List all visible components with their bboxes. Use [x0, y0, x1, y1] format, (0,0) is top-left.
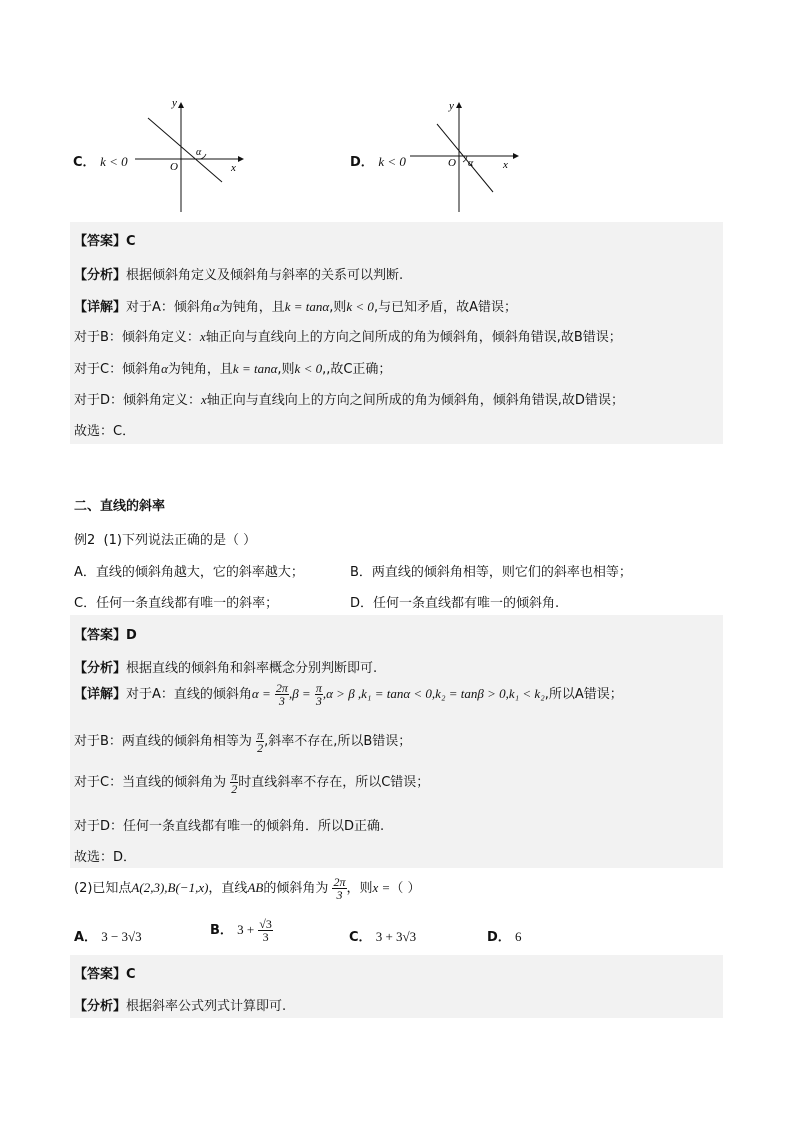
option-c: C．任何一条直线都有唯一的斜率；	[74, 596, 279, 611]
fraction-2pi-3: $\frac{2\pi}{3}$	[275, 681, 288, 708]
option-c-condition: k < 0	[100, 154, 128, 169]
q2-option-a: A． 3 − 3√3	[74, 929, 142, 945]
block2-choice: 故选：D．	[74, 850, 137, 865]
block1-detail-b: 对于B：倾斜角定义：x轴正向与直线向上的方向之间所成的角为倾斜角，倾斜角错误,故B错误；	[74, 329, 622, 345]
block1-detail-d: 对于D：倾斜角定义：x轴正向与直线向上的方向之间所成的角为倾斜角，倾斜角错误,故D错误；	[74, 392, 624, 408]
block1-answer: 【答案】C	[74, 234, 136, 249]
block2-answer: 【答案】D	[74, 628, 137, 643]
fraction-2pi-3: $\frac{2\pi}{3}$	[333, 875, 346, 902]
block2-detail-d: 对于D：任何一条直线都有唯一的倾斜角．所以D正确.	[74, 819, 385, 834]
x-axis-label: x	[503, 159, 508, 171]
block2-analysis: 【分析】根据直线的倾斜角和斜率概念分别判断即可.	[74, 661, 378, 676]
block1-detail-a: 【详解】对于A：倾斜角α为钝角，且k = tanα,则k < 0,与已知矛盾，故A错误；	[74, 299, 517, 315]
option-b: B．两直线的倾斜角相等，则它们的斜率也相等；	[350, 565, 632, 580]
fraction-pi-2: $\frac{\pi}{2}$	[257, 728, 264, 755]
y-axis-label: y	[449, 100, 454, 112]
example-2-question: 例2 (1)下列说法正确的是（ ）	[74, 533, 257, 548]
fraction-pi-2: $\frac{\pi}{2}$	[231, 769, 238, 796]
graph-option-c	[130, 96, 245, 216]
fraction-pi-3: $\frac{\pi}{3}$	[315, 681, 322, 708]
option-d-condition: k < 0	[378, 154, 406, 169]
block1-analysis: 【分析】根据倾斜角定义及倾斜角与斜率的关系可以判断.	[74, 268, 404, 283]
y-axis-label: y	[172, 97, 177, 109]
q2-option-b: B． 3 + $\frac{√3}{3}$	[210, 917, 272, 944]
origin-label: O	[170, 161, 178, 173]
origin-label: O	[448, 157, 456, 169]
alpha-label: α	[196, 147, 202, 158]
q2-option-c: C． 3 + 3√3	[349, 929, 417, 945]
alpha-label: α	[468, 158, 474, 169]
question-2: (2)已知点A(2,3),B(−1,x)，直线AB的倾斜角为 $\frac{2\pi}{3}$ ，则x =（ ）	[74, 875, 421, 902]
option-a: A．直线的倾斜角越大，它的斜率越大；	[74, 565, 304, 580]
q2-option-d: D． 6	[487, 929, 522, 945]
option-d: D．任何一条直线都有唯一的倾斜角.	[350, 596, 560, 611]
block3-answer: 【答案】C	[74, 967, 136, 982]
option-d-letter: D．	[350, 155, 374, 170]
x-axis-label: x	[231, 162, 236, 174]
block2-detail-a: 【详解】对于A：直线的倾斜角α = $\frac{2\pi}{3}$ ,β = $\frac{\pi}{3}$ ,α > β ,k₁ = tanα < 0,k₂ = tanβ > 0,k₁ < k₂,所以A错误；	[74, 681, 623, 708]
section-heading: 二、直线的斜率	[74, 499, 166, 514]
option-d-label	[350, 151, 406, 170]
block2-detail-b: 对于B：两直线的倾斜角相等为 $\frac{\pi}{2}$ ,斜率不存在,所以B错误；	[74, 728, 412, 755]
block3-analysis: 【分析】根据斜率公式列式计算即可.	[74, 999, 287, 1014]
block2-detail-c: 对于C：当直线的倾斜角为 $\frac{\pi}{2}$ 时直线斜率不存在，所以C错误；	[74, 769, 430, 796]
block1-choice: 故选：C．	[74, 424, 136, 439]
fraction-sqrt3-3: $\frac{√3}{3}$	[259, 917, 272, 944]
option-c-letter: C．	[73, 155, 96, 170]
graph-option-d	[405, 96, 520, 216]
block1-detail-c: 对于C：倾斜角α为钝角，且k = tanα,则k < 0,,故C正确；	[74, 361, 392, 377]
option-c-label	[73, 151, 128, 170]
